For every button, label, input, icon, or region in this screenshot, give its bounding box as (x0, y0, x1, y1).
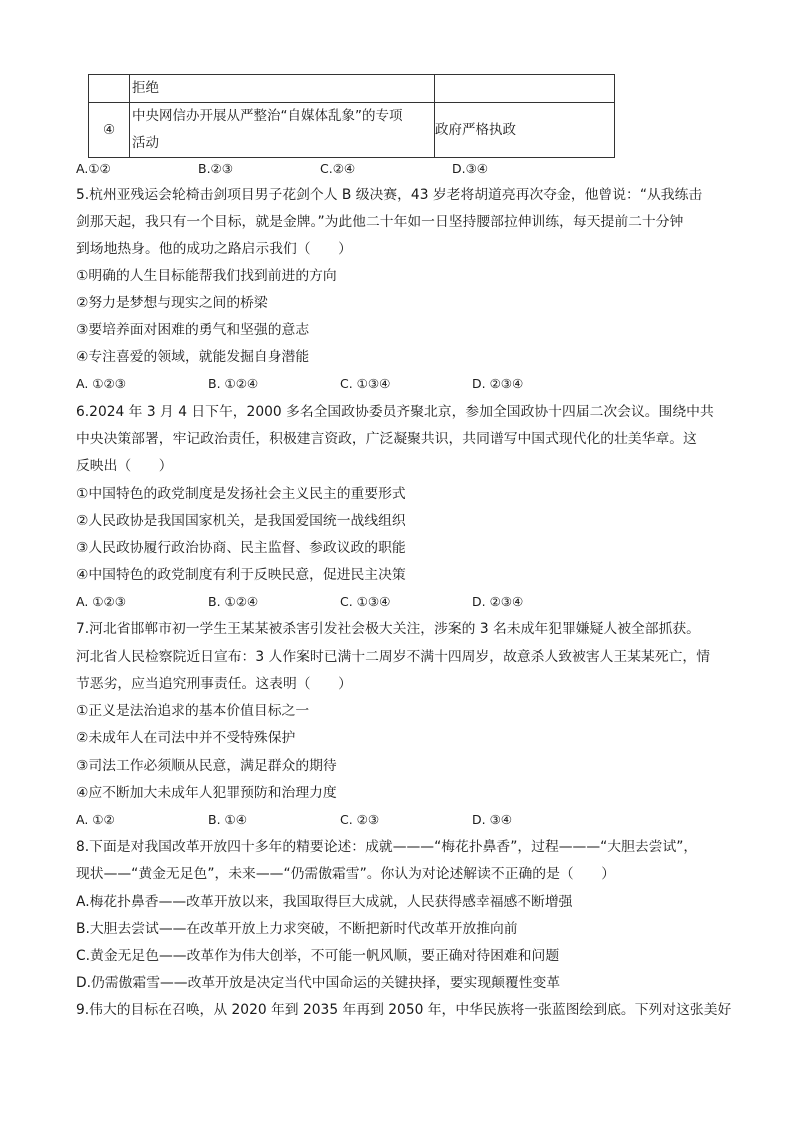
option: B. ①②④ (208, 594, 259, 609)
choice: A.梅花扑鼻香——改革开放以来，我国取得巨大成就，人民获得感幸福感不断增强 (76, 894, 573, 910)
table-row (89, 103, 615, 158)
question4-table (88, 74, 615, 158)
option: A. ①②③ (76, 376, 126, 391)
option: D. ③④ (472, 812, 512, 827)
option: C. ②③ (340, 812, 380, 827)
option: C. ①③④ (340, 594, 391, 609)
statement: ④专注喜爱的领域，就能发掘自身潜能 (76, 349, 310, 365)
option: A.①② (76, 161, 111, 176)
question-line: 现状——“黄金无足色”，未来——“仍需傲霜雪”。你认为对论述解读不正确的是（ ） (76, 866, 616, 882)
option: D. ②③④ (472, 376, 524, 391)
table-cell-line: 中央网信办开展从严整治“自媒体乱象”的专项 (132, 108, 403, 124)
question-line: 节恶劣，应当追究刑事责任。这表明（ ） (76, 676, 352, 692)
statement: ①中国特色的政党制度是发扬社会主义民主的重要形式 (76, 486, 406, 502)
question-line: 反映出（ ） (76, 458, 173, 474)
table-cell-event (130, 103, 435, 158)
option: C.②④ (320, 161, 356, 176)
table-cell-reason: 政府严格执政 (435, 103, 615, 158)
table-cell-num (89, 75, 130, 103)
statement: ②未成年人在司法中并不受特殊保护 (76, 730, 296, 746)
statement: ④应不断加大未成年人犯罪预防和治理力度 (76, 785, 337, 801)
statement: ③要培养面对困难的勇气和坚强的意志 (76, 322, 310, 338)
question-line: 9.伟大的目标在召唤，从 2020 年到 2035 年再到 2050 年，中华民族将一张蓝图绘到底。下列对这张美好 (76, 1002, 732, 1018)
table-row (89, 75, 615, 103)
choice: C.黄金无足色——改革作为伟大创举，不可能一帆风顺，要正确对待困难和问题 (76, 948, 560, 964)
table-cell-event: 拒绝 (130, 75, 435, 103)
statement: ①明确的人生目标能帮我们找到前进的方向 (76, 268, 337, 284)
table-cell-reason (435, 75, 615, 103)
table-cell-line: 活动 (132, 135, 159, 151)
option: B. ①②④ (208, 376, 259, 391)
statement: ②人民政协是我国国家机关，是我国爱国统一战线组织 (76, 513, 406, 529)
question-line: 河北省人民检察院近日宣布：3 人作案时已满十二周岁不满十四周岁，故意杀人致被害人王某某死亡，情 (76, 649, 711, 665)
option: B.②③ (198, 161, 233, 176)
choice: D.仍需傲霜雪——改革开放是决定当代中国命运的关键抉择，要实现颠覆性变革 (76, 975, 561, 991)
statement: ③司法工作必须顺从民意，满足群众的期待 (76, 758, 337, 774)
option: D. ②③④ (472, 594, 524, 609)
option: C. ①③④ (340, 376, 391, 391)
option: A. ①②③ (76, 594, 126, 609)
choice: B.大胆去尝试——在改革开放上力求突破，不断把新时代改革开放推向前 (76, 921, 518, 937)
option: D.③④ (452, 161, 489, 176)
question-line: 剑那天起，我只有一个目标，就是金牌。”为此他二十年如一日坚持腰部拉伸训练，每天提前二十分钟 (76, 214, 684, 230)
statement: ②努力是梦想与现实之间的桥梁 (76, 295, 268, 311)
question-line: 中央决策部署，牢记政治责任，积极建言资政，广泛凝聚共识，共同谱写中国式现代化的壮美华章。这 (76, 431, 697, 447)
statement: ③人民政协履行政治协商、民主监督、参政议政的职能 (76, 540, 406, 556)
table-cell-num: ④ (89, 103, 130, 158)
question-line: 7.河北省邯郸市初一学生王某某被杀害引发社会极大关注，涉案的 3 名未成年犯罪嫌疑人被全部抓获。 (76, 621, 700, 637)
question-line: 6.2024 年 3 月 4 日下午，2000 多名全国政协委员齐聚北京，参加全国政协十四届二次会议。围绕中共 (76, 404, 714, 420)
question-line: 5.杭州亚残运会轮椅击剑项目男子花剑个人 B 级决赛，43 岁老将胡道亮再次夺金，他曾说：“从我练击 (76, 187, 703, 203)
statement: ①正义是法治追求的基本价值目标之一 (76, 703, 310, 719)
statement: ④中国特色的政党制度有利于反映民意，促进民主决策 (76, 567, 406, 583)
question-line: 到场地热身。他的成功之路启示我们（ ） (76, 241, 352, 257)
option: A. ①② (76, 812, 115, 827)
option: B. ①④ (208, 812, 247, 827)
question-line: 8.下面是对我国改革开放四十多年的精要论述：成就———“梅花扑鼻香”，过程———“大胆去尝试”， (76, 839, 698, 855)
